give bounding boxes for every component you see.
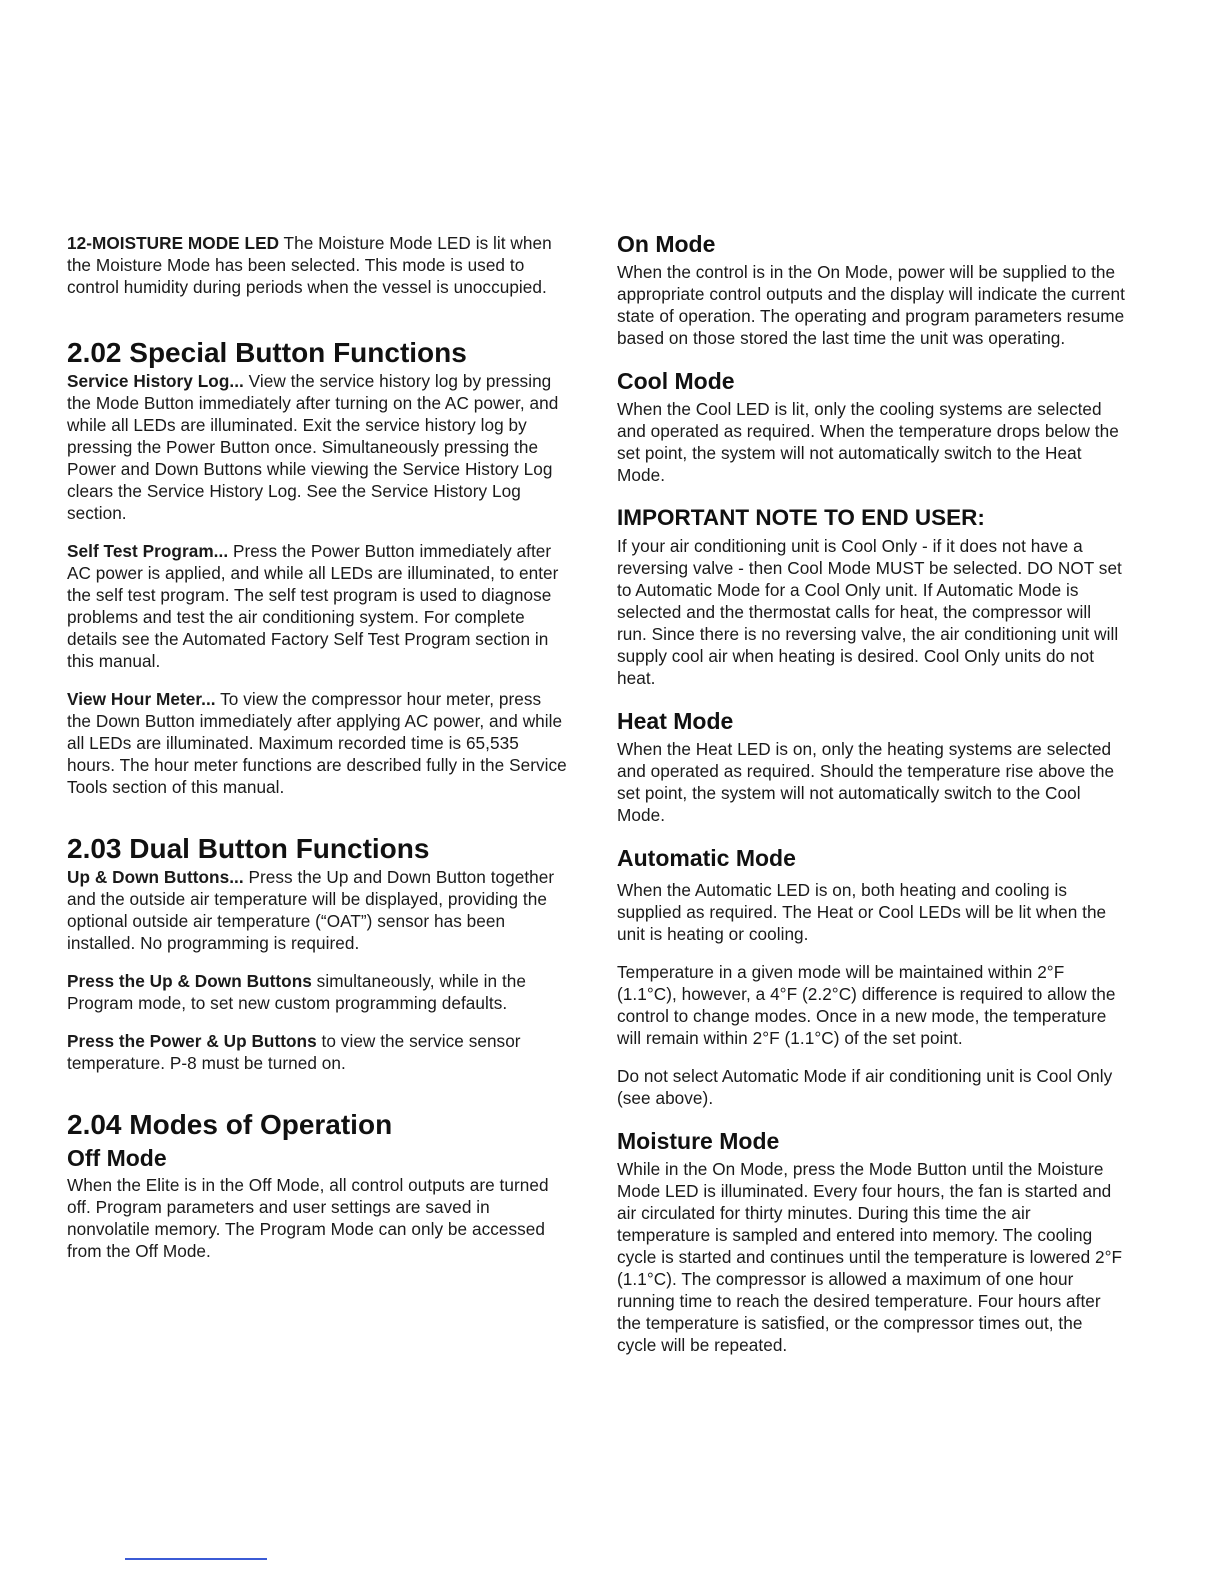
self-test-text: Press the Power Button immediately after AC power is applied, and while all LEDs are illuminated, to enter the self test program. The self test program is used to diagnose problems and test the air conditioning system. For complete details see the Automated Factory Self Test Program section in this manual. xyxy=(67,541,559,671)
press-power-up-lead: Press the Power & Up Buttons xyxy=(67,1031,317,1051)
up-down-paragraph xyxy=(67,866,567,954)
hour-meter-text: To view the compressor hour meter, press the Down Button immediately after applying AC power, and while all LEDs are illuminated. Maximum recorded time is 65,535 hours. The hour meter functions are described fully in the Service Tools section of this manual. xyxy=(67,689,567,797)
modes-of-operation-heading: 2.04 Modes of Operation xyxy=(67,1109,393,1140)
automatic-mode-paragraph-1: When the Automatic LED is on, both heating and cooling is supplied as required. The Heat or Cool LEDs will be lit when the unit is heating or cooling. xyxy=(617,880,1107,944)
special-button-functions-heading: 2.02 Special Button Functions xyxy=(67,337,467,368)
moisture-led-paragraph xyxy=(67,232,567,298)
important-note-paragraph: If your air conditioning unit is Cool Only - if it does not have a reversing valve - then Cool Mode MUST be selected. DO NOT set to Automatic Mode for a Cool Only unit. If Automatic Mode is selected and the thermostat calls for heat, the compressor will run. Since there is no reversing valve, the air conditioning unit will supply cool air when heating is desired. Cool Only units do not heat. xyxy=(617,536,1122,688)
service-history-paragraph xyxy=(67,370,567,524)
moisture-led-lead: 12-MOISTURE MODE LED xyxy=(67,233,280,253)
up-down-lead: Up & Down Buttons... xyxy=(67,867,244,887)
heat-mode-heading: Heat Mode xyxy=(617,708,734,734)
service-history-text: View the service history log by pressing the Mode Button immediately after turning on the AC power, and while all LEDs are illuminated. Exit the service history log by pressing the Power Button once. Simultaneously pressing the Power and Down Buttons while viewing the Service History Log clears the Service History Log. See the Service History Log section. xyxy=(67,371,559,523)
press-up-down-text: simultaneously, while in the Program mode, to set new custom programming defaults. xyxy=(67,971,527,1013)
left-column xyxy=(67,230,567,1262)
up-down-text: Press the Up and Down Button together and the outside air temperature will be displayed, providing the optional outside air temperature (“OAT”) sensor has been installed. No programming is required. xyxy=(67,867,555,953)
on-mode-paragraph: When the control is in the On Mode, power will be supplied to the appropriate control outputs and the display will indicate the current state of operation. The operating and program parameters resume based on those stored the last time the unit was operating. xyxy=(617,262,1125,348)
moisture-led-text: The Moisture Mode LED is lit when the Moisture Mode has been selected. This mode is used to control humidity during periods when the vessel is unoccupied. xyxy=(67,233,552,297)
hour-meter-lead: View Hour Meter... xyxy=(67,689,216,709)
press-up-down-lead: Press the Up & Down Buttons xyxy=(67,971,312,991)
on-mode-heading: On Mode xyxy=(617,231,716,257)
moisture-mode-heading: Moisture Mode xyxy=(617,1128,780,1154)
automatic-mode-heading: Automatic Mode xyxy=(617,845,796,871)
footer-rule xyxy=(125,1558,267,1560)
right-column xyxy=(617,230,1125,1356)
cool-mode-paragraph: When the Cool LED is lit, only the cooling systems are selected and operated as required. When the temperature drops below the set point, the system will not automatically switch to the Heat Mode. xyxy=(617,399,1119,485)
press-power-up-paragraph xyxy=(67,1030,567,1074)
self-test-paragraph xyxy=(67,540,567,672)
hour-meter-paragraph xyxy=(67,688,567,798)
dual-button-functions-heading: 2.03 Dual Button Functions xyxy=(67,833,430,864)
moisture-mode-paragraph: While in the On Mode, press the Mode Button until the Moisture Mode LED is illuminated. Every four hours, the fan is started and air circulated for thirty minutes. During this time the air temperature is sampled and entered into memory. The cooling cycle is started and continues until the temperature is lowered 2°F (1.1°C). The compressor is allowed a maximum of one hour running time to reach the desired temperature. Four hours after the temperature is satisfied, or the compressor times out, the cycle will be repeated. xyxy=(617,1159,1123,1355)
automatic-mode-paragraph-2: Temperature in a given mode will be maintained within 2°F (1.1°C), however, a 4°F (2.2°C) difference is required to allow the control to change modes. Once in a new mode, the temperature will remain within 2°F (1.1°C) of the set point. xyxy=(617,962,1116,1048)
heat-mode-paragraph: When the Heat LED is on, only the heating systems are selected and operated as required. Should the temperature rise above the set point, the system will not automatically switch to the Cool Mode. xyxy=(617,739,1115,825)
press-power-up-text: to view the service sensor temperature. P-8 must be turned on. xyxy=(67,1031,521,1073)
off-mode-heading: Off Mode xyxy=(67,1145,167,1171)
important-note-heading: IMPORTANT NOTE TO END USER: xyxy=(617,505,985,530)
automatic-mode-paragraph-3: Do not select Automatic Mode if air conditioning unit is Cool Only (see above). xyxy=(617,1066,1113,1108)
self-test-lead: Self Test Program... xyxy=(67,541,229,561)
press-up-down-paragraph xyxy=(67,970,567,1014)
off-mode-paragraph: When the Elite is in the Off Mode, all control outputs are turned off. Program parameters and user settings are saved in nonvolatile memory. The Program Mode can only be accessed from the Off Mode. xyxy=(67,1175,549,1261)
service-history-lead: Service History Log... xyxy=(67,371,244,391)
cool-mode-heading: Cool Mode xyxy=(617,368,735,394)
